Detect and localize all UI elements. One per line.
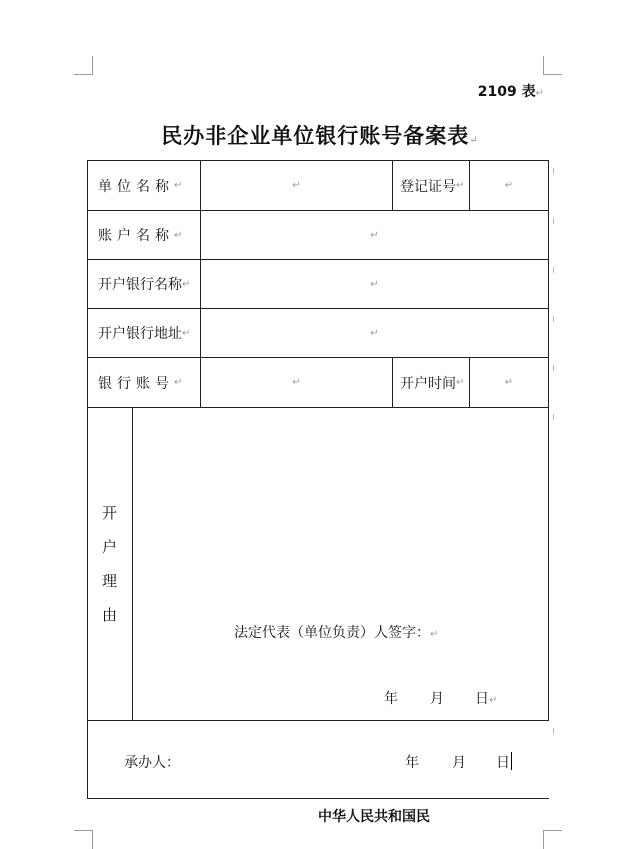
- page-title: 民办非企业单位银行账号备案表↵: [161, 123, 479, 148]
- handler-date-day: 日: [496, 755, 510, 771]
- crop-mark-bottom-right: [543, 830, 562, 849]
- row-end-mark: [553, 414, 557, 420]
- row-end-mark: [553, 316, 557, 322]
- paragraph-mark-icon: ↵: [535, 88, 544, 99]
- handler-date-month: 月: [452, 755, 466, 771]
- opening-reason-field[interactable]: [133, 408, 548, 608]
- table-column-divider: [392, 357, 393, 407]
- handler-field[interactable]: [190, 740, 380, 780]
- unit-name-field[interactable]: ↵: [292, 180, 301, 191]
- account-name-label: 账户名称 ↵: [98, 228, 188, 244]
- issuing-authority: 中华人民共和国民: [318, 809, 430, 825]
- form-number: 2109 表↵: [477, 84, 544, 100]
- handler-label: 承办人：: [124, 755, 180, 771]
- row-end-mark: [553, 728, 557, 734]
- reason-date-day: 日↵: [475, 691, 498, 707]
- text-cursor: [511, 752, 512, 770]
- table-rule: [87, 720, 549, 721]
- account-no-label: 银行账号 ↵: [98, 375, 188, 392]
- row-end-mark: [553, 365, 557, 371]
- bank-address-field[interactable]: ↵: [370, 327, 379, 339]
- bank-address-label: 开户银行地址 ↵: [98, 326, 191, 342]
- open-time-field[interactable]: ↵: [504, 377, 514, 388]
- bank-name-label: 开户银行名称 ↵: [98, 277, 191, 293]
- opening-reason-label: 开 户 理 由: [101, 504, 117, 624]
- registration-no-field[interactable]: ↵: [504, 180, 514, 191]
- table-column-divider: [392, 160, 393, 210]
- signature-label: 法定代表（单位负责）人签字：↵: [234, 625, 439, 641]
- registration-no-label: 登记证号 ↵: [400, 178, 465, 195]
- handler-date-year: 年: [405, 755, 419, 771]
- row-end-mark: [553, 218, 557, 224]
- crop-mark-top-left: [74, 56, 93, 75]
- row-end-mark: [553, 168, 557, 174]
- table-border-right: [548, 160, 549, 720]
- crop-mark-bottom-left: [74, 830, 93, 849]
- unit-name-label: 单位名称 ↵: [98, 178, 188, 195]
- account-no-field[interactable]: ↵: [292, 377, 301, 388]
- paragraph-mark-icon: ↵: [469, 135, 479, 146]
- crop-mark-top-right: [543, 56, 562, 75]
- reason-date-year: 年: [384, 691, 398, 707]
- reason-date-month: 月: [430, 691, 444, 707]
- bank-name-field[interactable]: ↵: [370, 278, 379, 290]
- row-end-mark: [553, 267, 557, 273]
- account-name-field[interactable]: ↵: [370, 229, 379, 241]
- open-time-label: 开户时间 ↵: [400, 375, 465, 392]
- table-border-bottom: [87, 798, 549, 799]
